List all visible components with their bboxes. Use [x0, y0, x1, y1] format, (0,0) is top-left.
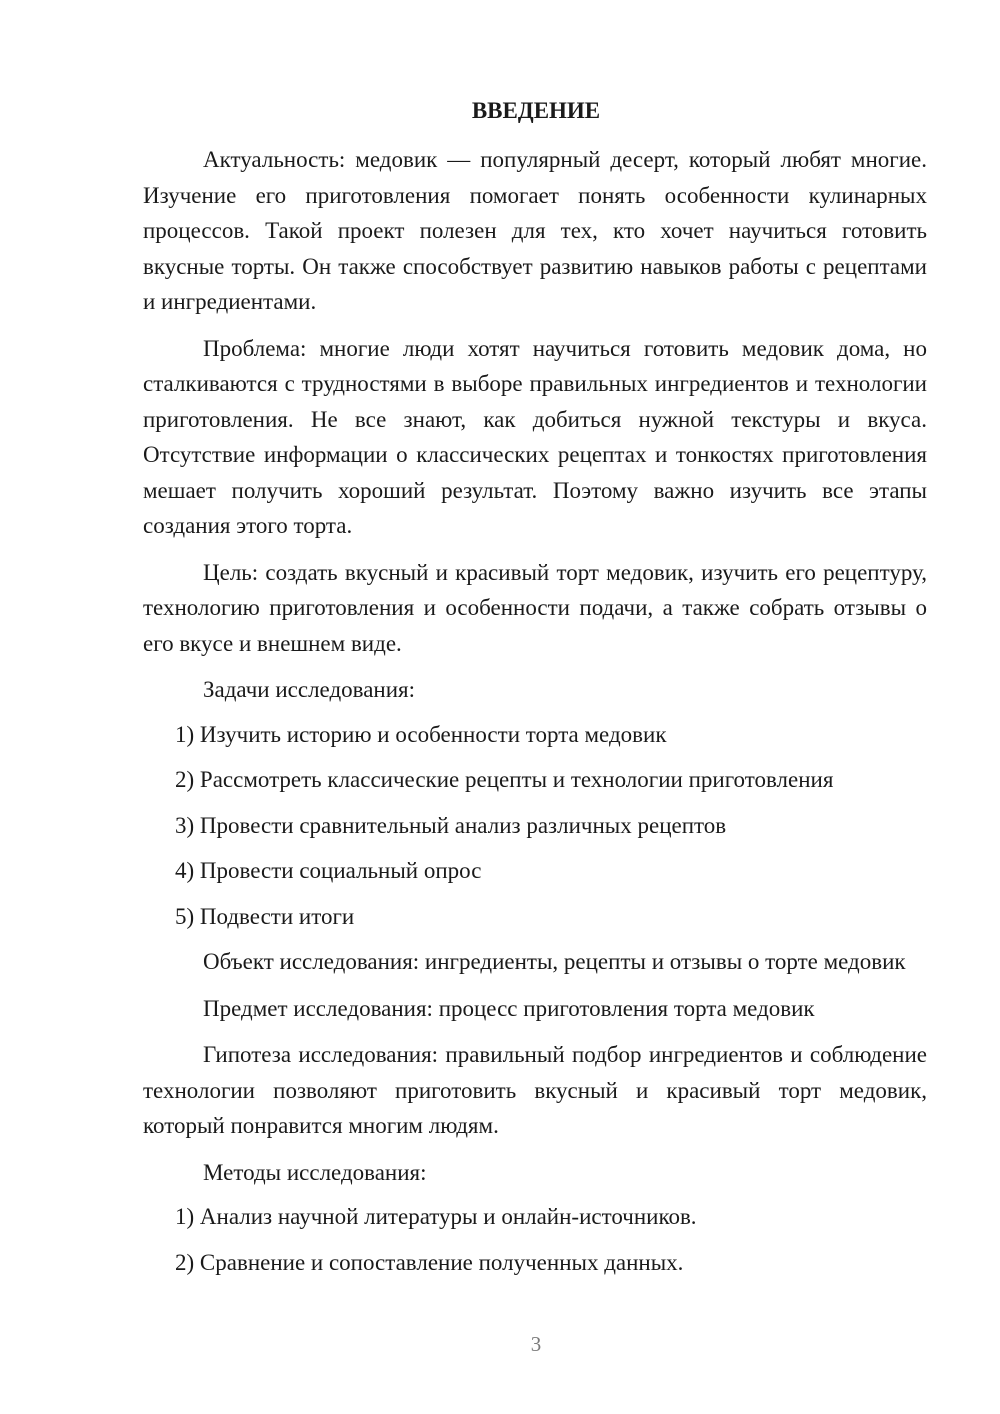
methods-title: Методы исследования:: [203, 1159, 427, 1185]
tasks-title: Задачи исследования:: [203, 677, 416, 702]
task-item: 4) Провести социальный опрос: [175, 858, 482, 883]
document-body: [143, 142, 927, 1290]
relevance-paragraph: Актуальность: медовик — популярный десерт, который любят многие. Изучение его приготовления помогает понять особенности кулинарных процессов. Такой проект полезен для тех, кто хочет научиться готовить вкусные торты. Он также способствует развитию навыков работы с рецептами и ингредиентами.: [143, 147, 927, 314]
task-item: 1) Изучить историю и особенности торта медовик: [175, 721, 667, 747]
task-item: 3) Провести сравнительный анализ различных рецептов: [175, 812, 727, 838]
method-item: 2) Сравнение и сопоставление полученных данных.: [175, 1249, 684, 1275]
page-number: 3: [530, 1332, 542, 1356]
goal-paragraph: Цель: создать вкусный и красивый торт медовик, изучить его рецептуру, технологию приготовления и особенности подачи, а также собрать отзывы о его вкусе и внешнем виде.: [143, 559, 927, 656]
section-heading: ВВЕДЕНИЕ: [471, 98, 601, 123]
task-item: 2) Рассмотреть классические рецепты и технологии приготовления: [175, 767, 834, 792]
task-item: 5) Подвести итоги: [175, 903, 355, 929]
problem-paragraph: Проблема: многие люди хотят научиться готовить медовик дома, но сталкиваются с трудностями в выборе правильных ингредиентов и технологии приготовления. Не все знают, как добиться нужной текстуры и вкуса. Отсутствие информации о классических рецептах и тонкостях приготовления мешает получить хороший результат. Поэтому важно изучить все этапы создания этого торта.: [143, 335, 927, 538]
object-paragraph: Объект исследования: ингредиенты, рецепты и отзывы о торте медовик: [203, 949, 906, 974]
method-item: 1) Анализ научной литературы и онлайн-источников.: [175, 1204, 697, 1229]
subject-paragraph: Предмет исследования: процесс приготовления торта медовик: [203, 995, 815, 1021]
methods-list: [143, 1199, 927, 1280]
hypothesis-paragraph: Гипотеза исследования: правильный подбор ингредиентов и соблюдение технологии позволяют приготовить вкусный и красивый торт медовик, который понравится многим людям.: [143, 1042, 927, 1138]
tasks-list: [143, 717, 927, 935]
